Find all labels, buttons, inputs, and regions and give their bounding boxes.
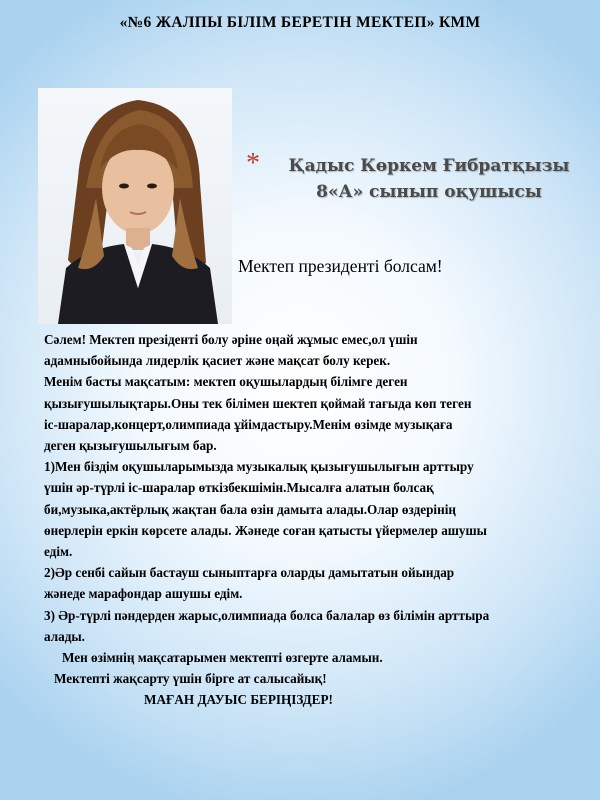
star-bullet-icon: *: [246, 148, 260, 179]
body-line: 2)Әр сенбі сайын бастауш сыныптарға оларды дамытатын ойындар: [44, 565, 455, 581]
closing-line: Мектепті жақсарту үшін бірге ат салысайық!: [54, 671, 327, 687]
body-line: қызығушылықтары.Оны тек білімен шектеп қоймай тағыда көп теген: [44, 395, 472, 411]
body-line: іс-шаралар,концерт,олимпиада ұйімдастыру.Менім өзімде музықаға: [44, 416, 453, 432]
body-line: өнерлерін еркін көрсете алады. Жәнеде соған қатысты үйермелер ашушы: [44, 522, 487, 538]
school-header: «№6 ЖАЛПЫ БІЛІМ БЕРЕТІН МЕКТЕП» КММ: [119, 14, 481, 31]
body-line: үшін әр-түрлі іс-шаралар өткізбекшімін.Мысалға алатын болсақ: [44, 480, 434, 496]
student-class: 8«А» сынып оқушысы: [316, 182, 542, 202]
body-line: Менім басты мақсатым: мектеп оқушылардың білімге деген: [44, 374, 408, 390]
closing-line: Мен өзімнің мақсатарымен мектепті өзгерте аламын.: [62, 650, 383, 666]
body-line: адамныбойында лидерлік қасиет және мақсат болу керек.: [44, 353, 391, 369]
essay-body: [44, 329, 584, 711]
body-line: алады.: [44, 628, 85, 644]
body-line: деген қызығушылығым бар.: [44, 438, 217, 454]
body-line: би,музыка,актёрлық жақтан бала өзін дамыта алады.Олар өздерінің: [44, 501, 456, 517]
body-line: 1)Мен біздім оқушыларымызда музыкалық қызығушылығын арттыру: [44, 459, 474, 475]
body-line: 3) Әр-түрлі пәндерден жарыс,олимпиада болса балалар өз білімін арттыра: [44, 607, 490, 623]
body-line: жәнеде марафондар ашушы едім.: [44, 586, 243, 602]
body-line: Сәлем! Мектеп презіденті болу әріне оңай жұмыс емес,ол үшін: [44, 332, 418, 347]
body-line: едім.: [44, 544, 73, 560]
essay-title: Мектеп президенті болсам!: [238, 256, 443, 276]
student-name: Қадыс Көркем Ғибратқызы: [288, 156, 570, 176]
student-photo: [38, 88, 232, 324]
call-to-vote: МАҒАН ДАУЫС БЕРІҢІЗДЕР!: [144, 692, 333, 708]
